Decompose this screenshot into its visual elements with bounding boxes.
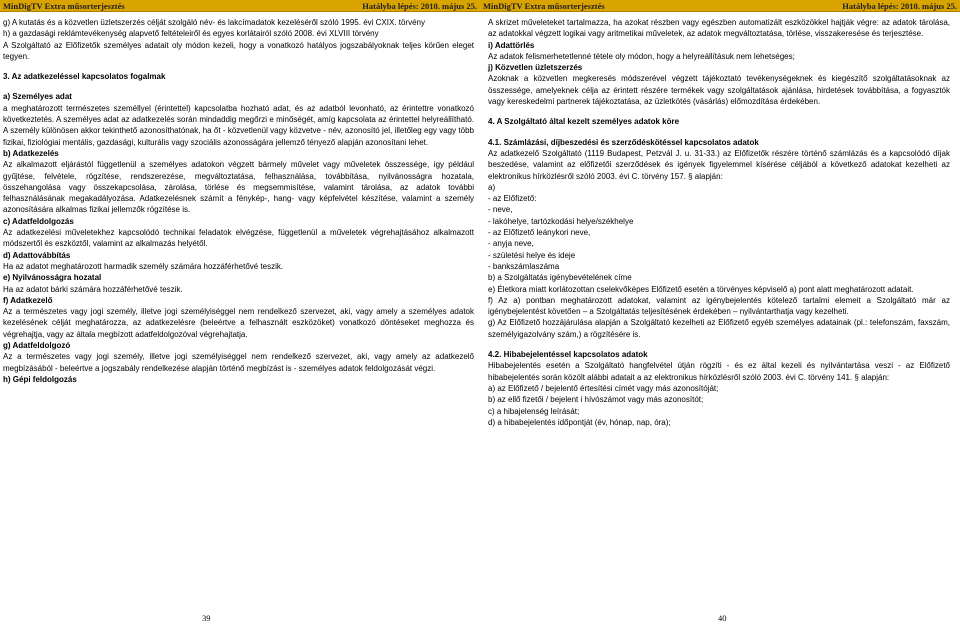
subheading: f) Adatkezelő — [3, 295, 53, 305]
paragraph: Az adatkezelő Szolgáltató (1119 Budapest, Petzvál J. u. 31-33.) az Előfizetők részére történő számlázás és a kapcsolódó díjak beszedése, valamint az előfizetői szerződések és igények figyelemmel kísérése céljából a következő adatokat kezelheti az elektronikus hírközlésről szóló 2003. évi C. törvény 157. § alapján: — [488, 148, 950, 181]
left-page-body — [3, 17, 474, 385]
paragraph: Hibabejelentés esetén a Szolgáltató hangfelvétel útján rögzíti - és ez által kezeli és nyilvántartása veszi - az Előfizető hibabejelentés során közölt alábbi adatait a az elektronikus hírközlésről szóló 2003. évi C. törvény 141. § alapján: — [488, 361, 950, 382]
page-number: 39 — [202, 613, 211, 623]
paragraph: Az a természetes vagy jogi személy, illetve jogi személyiséggel nem rendelkező szervezet, aki, vagy amely az adatkezelő megbízásából - beleértve a jogszabály rendelkezése alapján történő megbízást is - személyes adatok feldolgozását végzi. — [3, 352, 474, 373]
list-item: a) az Előfizető / bejelentő értesítési címét vagy más azonosítóját; — [488, 383, 719, 393]
subheading: e) Nyilvánosságra hozatal — [3, 273, 102, 283]
left-page-header — [0, 0, 480, 12]
paragraph: Az a természetes vagy jogi személy, illetve jogi személyiséggel nem rendelkező szervezet, aki, vagy amely a személyes adatok kezelésének célját meghatározza, az adatkezelésre (beleértve a felhasznált eszközöket) vonatkozó döntéseket meghozza és végrehajtja, vagy az általa megbízott adatfeldolgozóval végrehajtatja. — [3, 307, 474, 339]
paragraph: A Szolgáltató az Előfizetők személyes adatait oly módon kezeli, hogy a vonatkozó hatályos jogszabályoknak teljes körűen eleget tegyen. — [3, 40, 474, 61]
paragraph: h) a gazdasági reklámtevékenység alapvető feltételeiről és egyes korlátairól szóló 2008. évi XLVIII törvény — [3, 29, 379, 39]
right-page — [480, 0, 960, 626]
section-heading: 3. Az adatkezeléssel kapcsolatos fogalmak — [3, 72, 166, 82]
paragraph: g) A kutatás és a közvetlen üzletszerzés célját szolgáló név- és lakcímadatok kezeléséről szóló 1995. évi CXIX. törvény — [3, 18, 425, 27]
header-title: MinDigTV Extra műsorterjesztés — [3, 0, 125, 11]
list-item: - neve, — [488, 205, 513, 215]
list-item: - az Előfizető leánykori neve, — [488, 228, 591, 238]
paragraph: Az adatok felismerhetetlenné tétele oly módon, hogy a helyreállításuk nem lehetséges; — [488, 51, 795, 61]
paragraph: Az alkalmazott eljárástól függetlenül a személyes adatokon végzett bármely művelet vagy műveletek összessége, így például gyűjtése, felvétele, rögzítése, rendszerezése, megváltoztatása, felhasználása, továbbítása, nyilvánosságra hozatala, összehangolása vagy összekapcsolása, zárolása, törlése és megsemmisítése, valamint tárolása, az adatok további felhasználásának megakadályozása. Adatkezelésnek számít a fénykép-, hang- vagy képfelvétel készítése, valamint a személy azonosítására alkalmas fizikai jellemzők rögzítése is. — [3, 160, 474, 215]
subheading: j) Közvetlen üzletszerzés — [488, 63, 583, 73]
list-item: - anyja neve, — [488, 239, 534, 249]
header-title: MinDigTV Extra műsorterjesztés — [483, 0, 605, 11]
list-item: - születési helye és ideje — [488, 250, 576, 260]
paragraph: Azoknak a közvetlen megkeresés módszerével végzett tájékoztató tevékenységeknek és kiegészítő szolgáltatásoknak az összessége, amelyeknek célja az érintett részére termékek vagy szolgáltatások ajánlása, hirdetések továbbítása, a fogyasztók vagy kereskedelmi partnerek tájékoztatása, az üzletkötés (vásárlás) előmozdítása érdekében. — [488, 74, 950, 107]
paragraph: g) Az Előfizető hozzájárulása alapján a Szolgáltató kezelheti az Előfizető egyéb személyes adatainak (pl.: telefonszám, faxszám, személyigazolvány szám,) a rögzítésére is. — [488, 318, 950, 339]
subheading: h) Gépi feldolgozás — [3, 374, 77, 384]
subheading: g) Adatfeldolgozó — [3, 341, 71, 351]
list-item: d) a hibabejelentés időpontját (év, hónap, nap, óra); — [488, 417, 671, 427]
paragraph: Az adatkezelési műveletekhez kapcsolódó technikai feladatok elvégzése, függetlenül a műveletek végrehajtásához alkalmazott módszertől és eszköztől, valamint az alkalmazás helyétől. — [3, 228, 474, 249]
paragraph: A skrizet műveleteket tartalmazza, ha azokat részben vagy egészben automatizált eszközökkel hajtják végre: az adatok tárolása, az adatokkal végzett logikai vagy aritmetikai műveletek, az adatok megváltoztatása, törlése, visszakeresése és terjesztése. — [488, 18, 950, 39]
paragraph: f) Az a) pontban meghatározott adatokat, valamint az igénybejelentés kötelező tartalmi elemeit a Szolgáltató már az igénybejelentést követően – a Szolgáltatás teljesítésének érdekében – nyilvántarthatja vagy kezelheti. — [488, 295, 950, 317]
page-number: 40 — [718, 613, 727, 623]
subheading: d) Adattovábbítás — [3, 250, 71, 260]
paragraph: a meghatározott természetes személlyel (érintettel) kapcsolatba hozható adat, és az adatból levonható, az érintettre vonatkozó következtetés. A személyes adat az adatkezelés során mindaddig megőrzi e minőségét, amíg kapcsolata az érintettel helyreállítható. A személy különösen akkor tekinthető azonosíthatónak, ha őt - közvetlenül vagy közvetve - név, azonosító jel, illetőleg egy vagy több fizikai, fiziológiai mentális, gazdasági, kulturális vagy szociális azonosságára jellemző tényező alapján azonosítani lehet. — [3, 103, 474, 147]
list-item: b) az ellő fizetői / bejelent i hívószámot vagy más azonosítót; — [488, 395, 704, 405]
subsection-heading: 4.2. Hibabejelentéssel kapcsolatos adatok — [488, 350, 648, 360]
paragraph: Ha az adatot bárki számára hozzáférhetővé teszik. — [3, 284, 183, 294]
header-date: Hatályba lépés: 2010. május 25. — [842, 0, 957, 11]
list-item: b) a Szolgáltatás igénybevételének címe — [488, 273, 632, 283]
paragraph: Ha az adatot meghatározott harmadik személy számára hozzáférhetővé teszik. — [3, 261, 284, 271]
right-page-body — [488, 17, 950, 428]
subheading: i) Adattörlés — [488, 40, 535, 50]
subsection-heading: 4.1. Számlázási, díjbeszedési és szerződéskötéssel kapcsolatos adatok — [488, 137, 759, 147]
section-heading: 4. A Szolgáltató által kezelt személyes adatok köre — [488, 117, 680, 127]
subheading: b) Adatkezelés — [3, 148, 59, 158]
right-page-header — [480, 0, 960, 12]
paragraph: e) Életkora miatt korlátozottan cselekvőképes Előfizető esetén a törvényes képviselő a) pont alatt meghatározott adatait. — [488, 284, 914, 294]
list-item: - az Előfizető: — [488, 194, 537, 204]
list-item: a) — [488, 182, 496, 192]
subheading: a) Személyes adat — [3, 92, 72, 102]
header-date: Hatályba lépés: 2010. május 25. — [362, 0, 477, 11]
list-item: c) a hibajelenség leírását; — [488, 406, 580, 416]
subheading: c) Adatfeldolgozás — [3, 216, 74, 226]
list-item: - lakóhelye, tartózkodási helye/székhelye — [488, 216, 634, 226]
list-item: - bankszámlaszáma — [488, 261, 560, 271]
